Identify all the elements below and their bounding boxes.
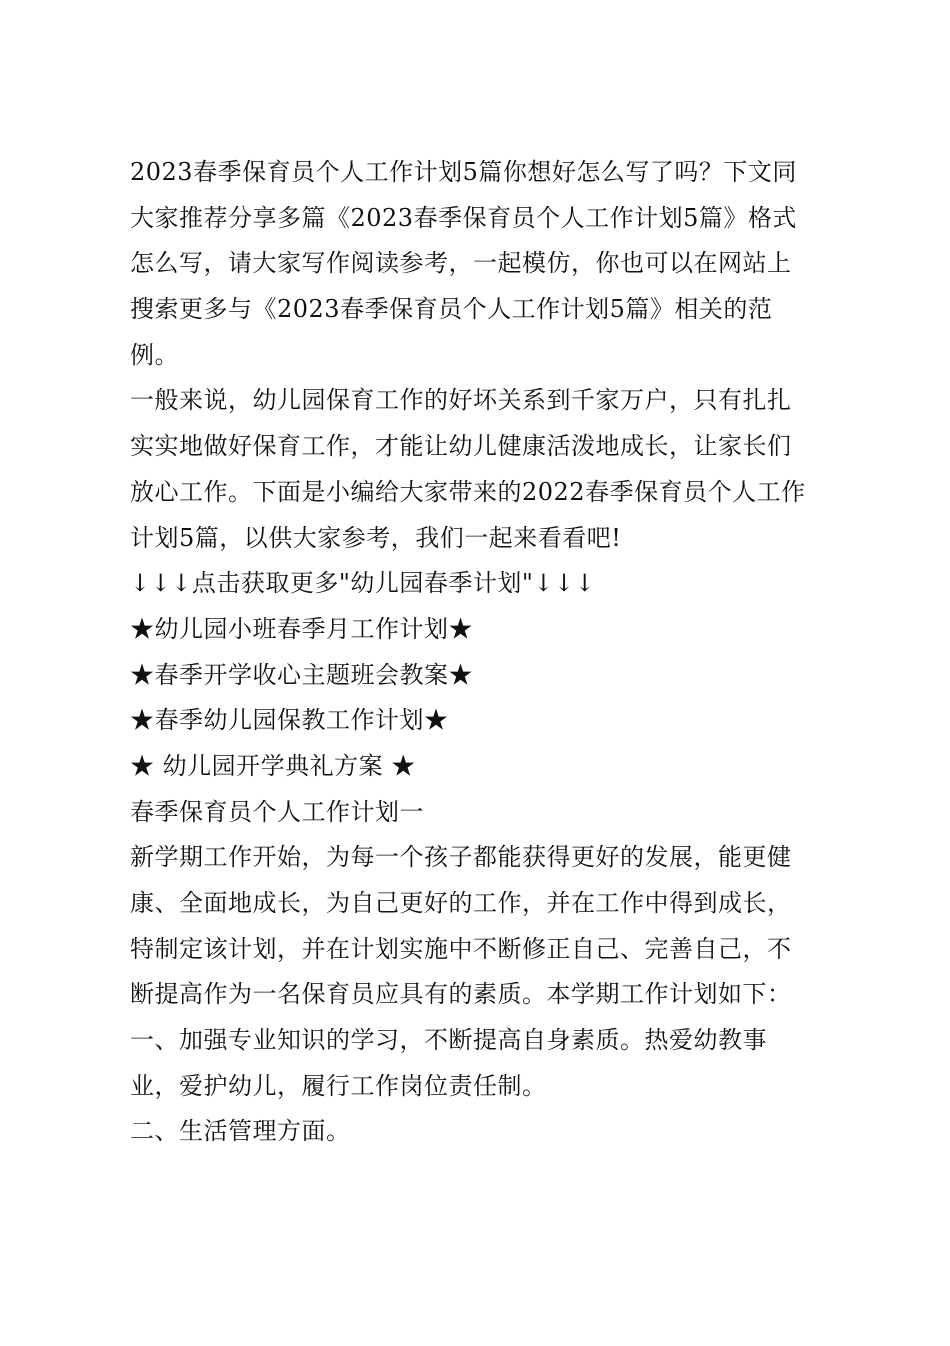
point-two-line: 二、生活管理方面。 [130, 1117, 351, 1146]
paragraph-line-3: 特制定该计划，并在计划实施中不断修正自己、完善自己，不 [130, 934, 792, 963]
summary-line-3: 放心工作。下面是小编给大家带来的2022春季保育员个人工作 [130, 477, 806, 506]
point-one-line-2: 业，爱护幼儿，履行工作岗位责任制。 [130, 1071, 547, 1100]
summary-line-2: 实实地做好保育工作，才能让幼儿健康活泼地成长，让家长们 [130, 432, 792, 461]
paragraph-line-4: 断提高作为一名保育员应具有的素质。本学期工作计划如下： [130, 980, 792, 1009]
intro-line-4: 搜索更多与《2023春季保育员个人工作计划5篇》相关的范 [130, 295, 773, 324]
related-link-2[interactable]: ★春季开学收心主题班会教案★ [130, 660, 473, 689]
intro-line-5: 例。 [130, 340, 179, 369]
intro-line-3: 怎么写，请大家写作阅读参考，一起模仿，你也可以在网站上 [130, 249, 792, 278]
related-link-4[interactable]: ★ 幼儿园开学典礼方案 ★ [130, 751, 416, 780]
summary-line-4: 计划5篇，以供大家参考，我们一起来看看吧! [130, 523, 622, 552]
related-link-1[interactable]: ★幼儿园小班春季月工作计划★ [130, 614, 473, 643]
section-heading: 春季保育员个人工作计划一 [130, 797, 424, 826]
intro-line-2: 大家推荐分享多篇《2023春季保育员个人工作计划5篇》格式 [130, 203, 797, 232]
paragraph-line-1: 新学期工作开始，为每一个孩子都能获得更好的发展，能更健 [130, 843, 792, 872]
paragraph-line-2: 康、全面地成长，为自己更好的工作，并在工作中得到成长， [130, 889, 792, 917]
document-body [130, 150, 830, 1155]
related-link-3[interactable]: ★春季幼儿园保教工作计划★ [130, 706, 449, 735]
summary-line-1: 一般来说，幼儿园保育工作的好坏关系到千家万户，只有扎扎 [130, 386, 792, 415]
more-link[interactable]: ↓↓↓点击获取更多"幼儿园春季计划"↓↓↓ [130, 569, 596, 598]
intro-line-1: 2023春季保育员个人工作计划5篇你想好怎么写了吗？下文同 [130, 158, 797, 186]
point-one-line-1: 一、加强专业知识的学习，不断提高自身素质。热爱幼教事 [130, 1026, 767, 1055]
